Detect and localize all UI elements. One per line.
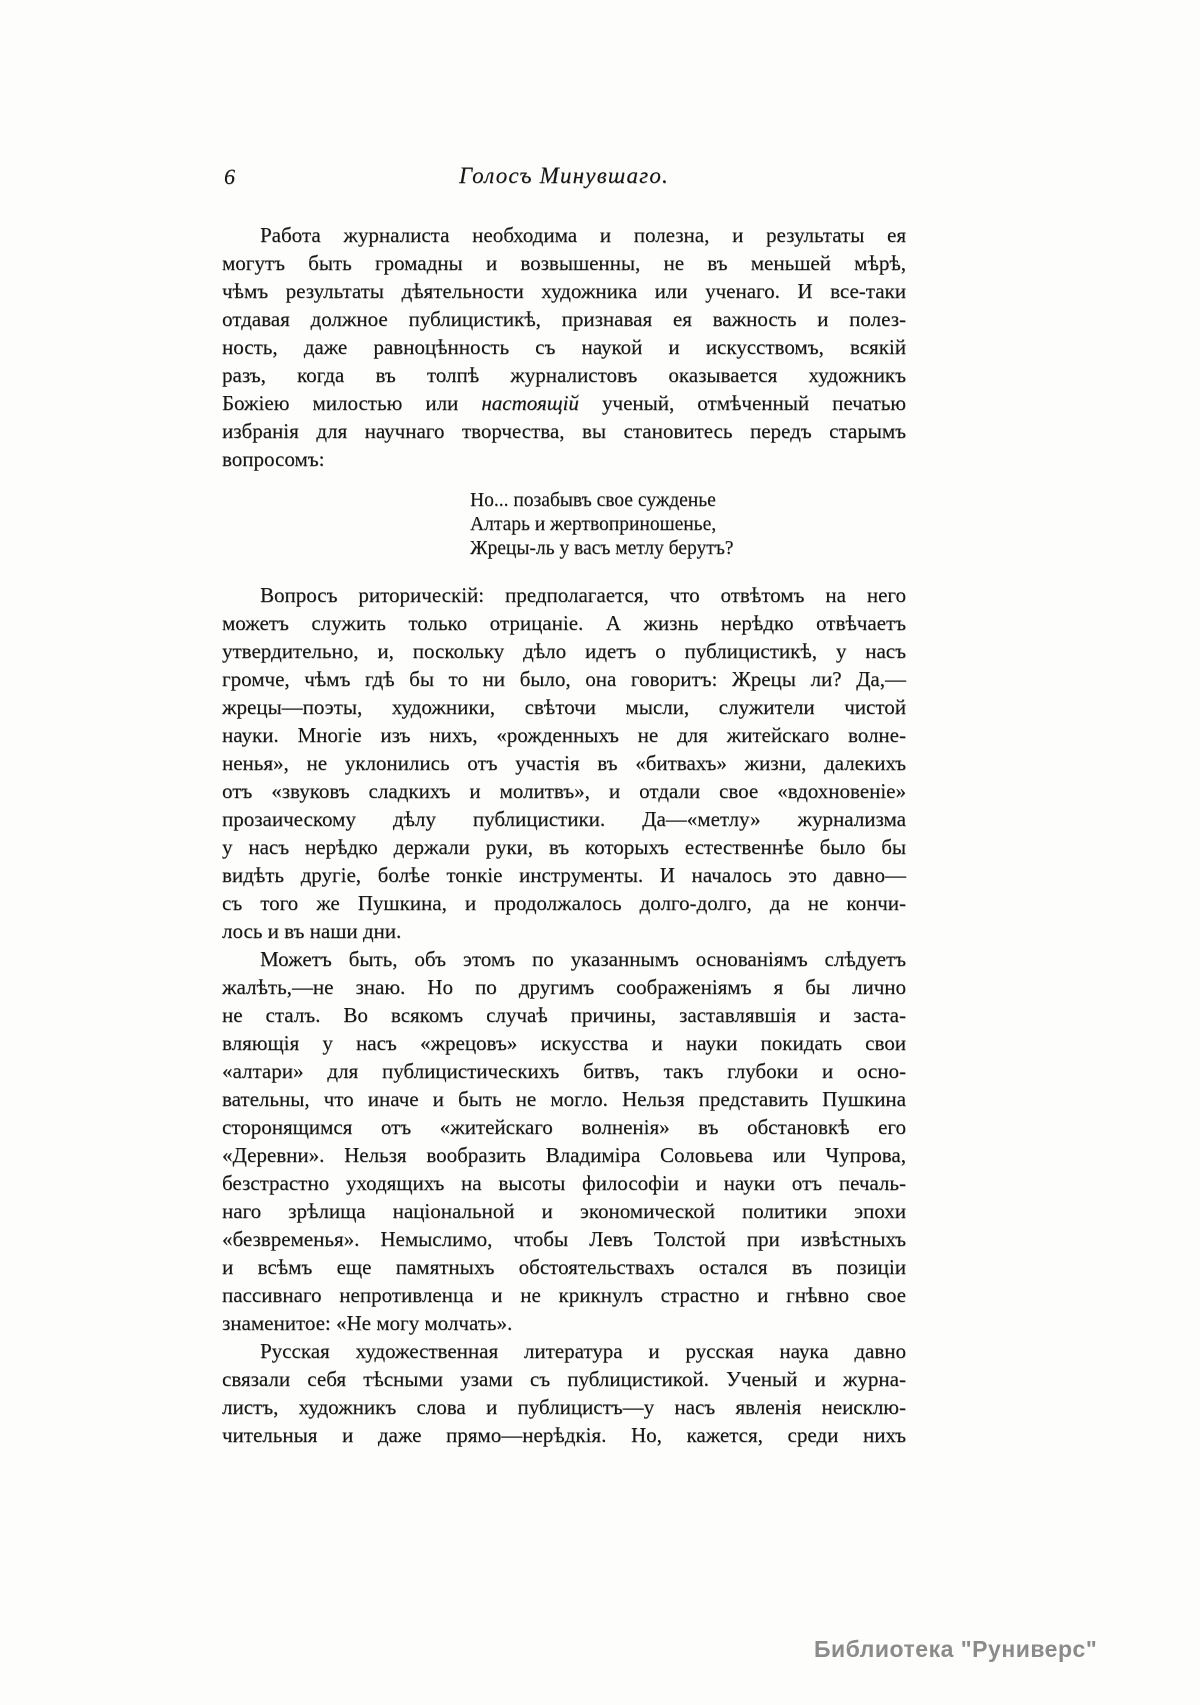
plain-text: ученый, отмѣченный печатью: [578, 391, 906, 415]
library-watermark: Библиотека "Руниверс": [814, 1636, 1098, 1662]
text-line: могутъ быть громадны и возвышенны, не въ меньшей мѣрѣ,: [222, 251, 906, 275]
text-line: разъ, когда въ толпѣ журналистовъ оказывается художникъ: [222, 363, 906, 387]
text-line: громче, чѣмъ гдѣ бы то ни было, она говоритъ: Жрецы ли? Да,—: [222, 667, 906, 691]
text-line: ненья», не уклонились отъ участія въ «битвахъ» жизни, далекихъ: [222, 751, 906, 775]
text-line: «безвременья». Немыслимо, чтобы Левъ Толстой при извѣстныхъ: [222, 1227, 906, 1251]
text-line: прозаическому дѣлу публицистики. Да—«метлу» журнализма: [222, 807, 906, 831]
text-line: избранія для научнаго творчества, вы становитесь передъ старымъ: [222, 419, 906, 443]
text-block: [222, 221, 906, 1449]
text-line: безстрастно уходящихъ на высоты философіи и науки отъ печаль-: [222, 1171, 906, 1195]
text-line: утвердительно, и, поскольку дѣло идетъ о публицистикѣ, у насъ: [222, 639, 906, 663]
text-line: наго зрѣлища національной и экономической политики эпохи: [222, 1199, 906, 1223]
plain-text: Божіею милостью или: [222, 391, 482, 415]
paragraph: [222, 221, 906, 473]
text-line: знаменитое: «Не могу молчать».: [222, 1311, 513, 1335]
running-title: Голосъ Минувшаго.: [459, 163, 669, 188]
text-line: Русская художественная литература и русская наука давно: [260, 1339, 906, 1363]
text-line: листъ, художникъ слова и публицистъ—у насъ явленія неисклю-: [222, 1395, 906, 1419]
paragraph: [222, 945, 906, 1337]
text-line: Вопросъ риторическій: предполагается, что отвѣтомъ на него: [260, 583, 906, 607]
text-line: чѣмъ результаты дѣятельности художника или ученаго. И все-таки: [222, 279, 906, 303]
text-line: чительныя и даже прямо—нерѣдкія. Но, кажется, среди нихъ: [222, 1423, 906, 1447]
text-line: Жрецы-ль у васъ метлу берутъ?: [470, 538, 734, 559]
paragraph: [222, 1337, 906, 1449]
text-line: не сталъ. Во всякомъ случаѣ причины, заставлявшія и заста-: [222, 1003, 906, 1027]
text-line: науки. Многіе изъ нихъ, «рожденныхъ не для житейскаго волне-: [222, 723, 906, 747]
page-number: 6: [224, 164, 235, 189]
text-line: жрецы—поэты, художники, свѣточи мысли, служители чистой: [222, 695, 906, 719]
text-line: «алтари» для публицистическихъ битвъ, такъ глубоки и осно-: [222, 1059, 906, 1083]
text-line: отъ «звуковъ сладкихъ и молитвъ», и отдали свое «вдохновеніе»: [222, 779, 906, 803]
paragraph: [222, 581, 906, 945]
text-line: вательны, что иначе и быть не могло. Нельзя представить Пушкина: [222, 1087, 906, 1111]
text-line: Но... позабывъ свое сужденье: [470, 490, 716, 511]
text-line: съ того же Пушкина, и продолжалось долго-долго, да не кончи-: [222, 891, 906, 915]
text-line: жалѣть,—не знаю. Но по другимъ соображеніямъ я бы лично: [222, 975, 906, 999]
text-line: отдавая должное публицистикѣ, признавая ея важность и полез-: [222, 307, 906, 331]
verse-quote: [470, 489, 906, 561]
text-line: ность, даже равноцѣнность съ наукой и искусствомъ, всякій: [222, 335, 906, 359]
text-line: у насъ нерѣдко держали руки, въ которыхъ естественнѣе было бы: [222, 835, 906, 859]
text-line: пассивнаго непротивленца и не крикнулъ страстно и гнѣвно свое: [222, 1283, 906, 1307]
text-line: и всѣмъ еще памятныхъ обстоятельствахъ остался въ позиціи: [222, 1255, 906, 1279]
text-line: можетъ служить только отрицаніе. А жизнь нерѣдко отвѣчаетъ: [222, 611, 906, 635]
text-line: лось и въ наши дни.: [222, 919, 402, 943]
text-line: видѣть другіе, болѣе тонкіе инструменты. И началось это давно—: [222, 863, 906, 887]
text-line: Можетъ быть, объ этомъ по указаннымъ основаніямъ слѣдуетъ: [260, 947, 906, 971]
text-line: связали себя тѣсными узами съ публицистикой. Ученый и журна-: [222, 1367, 906, 1391]
text-line: «Деревни». Нельзя вообразить Владиміра Соловьева или Чупрова,: [222, 1143, 906, 1167]
text-line: Алтарь и жертвоприношенье,: [470, 514, 717, 535]
text-line: Работа журналиста необходима и полезна, и результаты ея: [260, 223, 906, 247]
text-line: вопросомъ:: [222, 447, 325, 471]
page-header: [222, 163, 906, 195]
italic-text: настоящій: [481, 391, 579, 415]
text-line: сторонящимся отъ «житейскаго волненія» въ обстановкѣ его: [222, 1115, 906, 1139]
text-line: вляющія у насъ «жрецовъ» искусства и науки покидать свои: [222, 1031, 906, 1055]
text-line: [222, 389, 906, 417]
